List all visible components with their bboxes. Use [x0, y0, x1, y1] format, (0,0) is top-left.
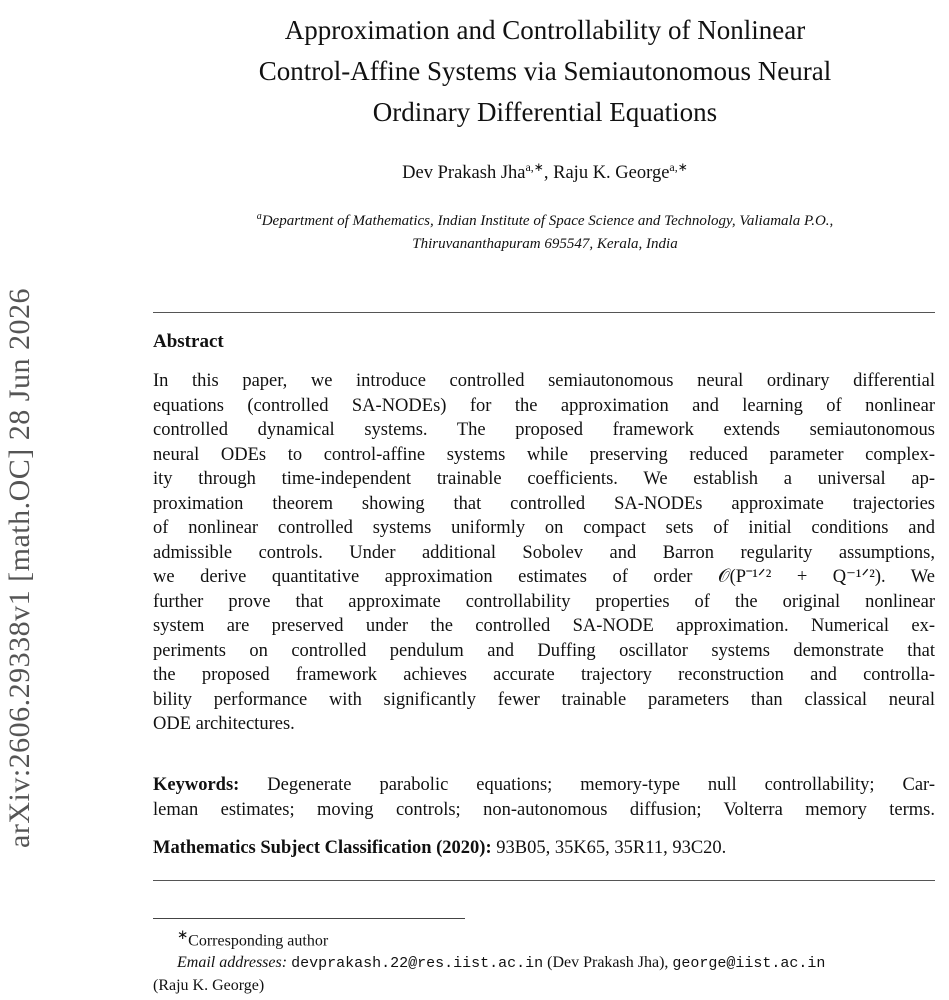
keywords-label: Keywords: — [153, 775, 240, 795]
abstract-line: further prove that approximate controllability properties of the original nonlinear — [153, 591, 935, 612]
title-line: Approximation and Controllability of Nonlinear — [284, 15, 806, 45]
top-rule — [153, 312, 935, 313]
abstract-line: periments on controlled pendulum and Duffing oscillator systems demonstrate that — [153, 640, 935, 661]
title-line: Ordinary Differential Equations — [372, 97, 718, 127]
corresponding-author-note: Corresponding author — [188, 932, 329, 950]
title-line: Control-Affine Systems via Semiautonomous Neural — [258, 56, 832, 86]
abstract-line: ity through time-independent trainable coefficients. We establish a universal ap- — [153, 469, 935, 489]
email-link[interactable]: devprakash.22@res.iist.ac.in — [291, 955, 544, 973]
abstract-line: controlled dynamical systems. The proposed framework extends semiautonomous — [153, 420, 935, 440]
keywords-text: leman estimates; moving controls; non-autonomous diffusion; Volterra memory terms. — [153, 799, 935, 820]
author-marks: a,∗ — [525, 160, 544, 174]
arxiv-identifier-text: arXiv:2606.29338v1 [math.OC] 28 Jun 2026 — [3, 288, 36, 848]
author-name: Dev Prakash Jha — [402, 163, 526, 184]
abstract-line: bility performance with significantly fewer trainable parameters than classical neural — [153, 689, 935, 710]
abstract-line: system are preserved under the controlled SA-NODE approximation. Numerical ex- — [153, 616, 935, 636]
msc-codes: 93B05, 35K65, 35R11, 93C20. — [496, 838, 727, 858]
abstract-line: equations (controlled SA-NODEs) for the approximation and learning of nonlinear — [153, 395, 935, 416]
email-link[interactable]: george@iist.ac.in — [672, 955, 826, 973]
abstract-line: In this paper, we introduce controlled semiautonomous neural ordinary differential — [153, 371, 935, 391]
author-list: Dev Prakash Jha$^{a,∗}$, Raju K. George$^{a,∗}$ — [402, 160, 688, 184]
author-marks: a,∗ — [669, 160, 688, 174]
affiliation-line: Thiruvananthapuram 695547, Kerala, India — [412, 236, 678, 252]
affiliation-line: Department of Mathematics, Indian Institute of Space Science and Technology, Valiamala P.O., — [261, 213, 834, 229]
abstract-line: ODE architectures. — [153, 714, 295, 734]
affiliation — [140, 205, 949, 256]
abstract-line: the proposed framework achieves accurate trajectory reconstruction and controlla- — [153, 665, 935, 685]
abstract-line: we derive quantitative approximation estimates of order 𝒪(P⁻¹ᐟ² + Q⁻¹ᐟ²). We — [153, 567, 935, 587]
email-label: Email addresses: — [177, 954, 288, 972]
author-name: Raju K. George — [553, 163, 670, 184]
keywords-text: Degenerate parabolic equations; memory-type null controllability; Car- — [267, 775, 936, 795]
abstract-line: proximation theorem showing that controlled SA-NODEs approximate trajectories — [153, 493, 935, 514]
paper-title — [140, 10, 949, 133]
abstract-body — [153, 369, 935, 737]
abstract-line: neural ODEs to control-affine systems while preserving reduced parameter complex- — [153, 444, 935, 465]
email-owner: (Dev Prakash Jha), — [547, 954, 669, 972]
keywords — [153, 773, 935, 822]
msc-classification — [153, 838, 726, 859]
email-owner: (Raju K. George) — [153, 977, 265, 995]
footnote-mark: ∗ — [177, 927, 189, 942]
abstract-line: of nonlinear controlled systems uniformly on compact sets of initial conditions and — [153, 518, 935, 538]
msc-label: Mathematics Subject Classification (2020): — [153, 838, 492, 858]
footnote — [153, 924, 935, 997]
bottom-rule — [153, 880, 935, 881]
abstract-heading: Abstract — [153, 331, 224, 352]
footnote-rule — [153, 918, 465, 919]
abstract-line: admissible controls. Under additional Sobolev and Barron regularity assumptions, — [153, 542, 935, 563]
affiliation-mark: a — [256, 211, 262, 222]
